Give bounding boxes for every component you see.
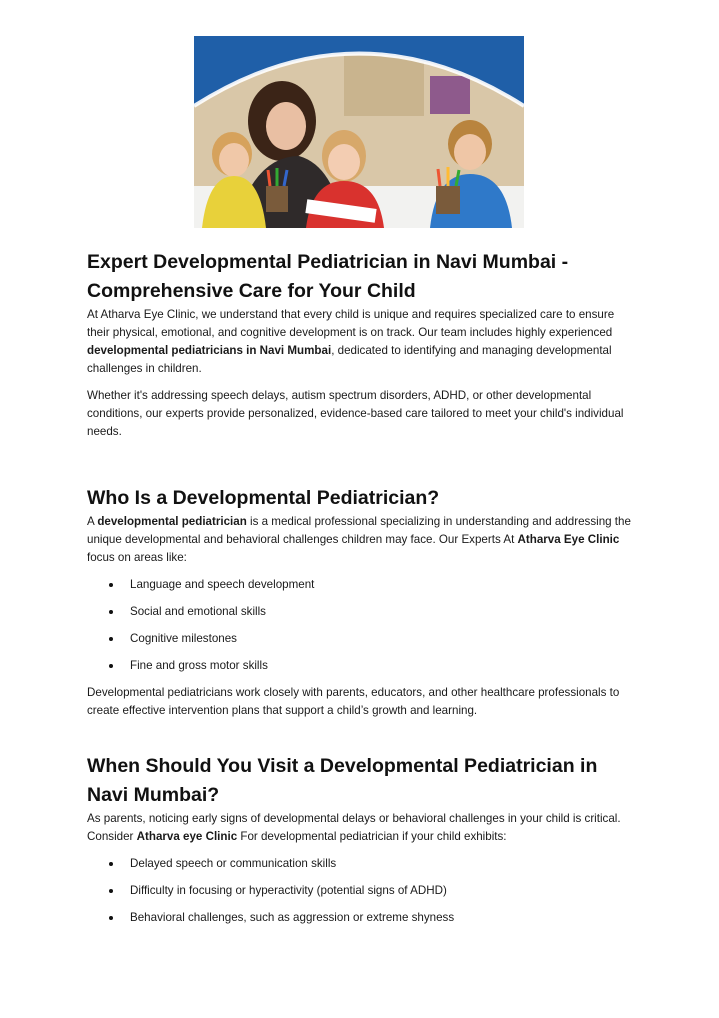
list-item: [87, 909, 635, 927]
hero-photo: [194, 36, 524, 228]
definition-text-c: focus on areas like:: [87, 551, 187, 564]
signs-paragraph: [87, 810, 635, 846]
list-item-text: Difficulty in focusing or hyperactivity (potential signs of ADHD): [130, 884, 447, 897]
section-heading-when: When Should You Visit a Developmental Pediatrician in Navi Mumbai?: [87, 755, 598, 806]
intro-text-end: , dedicated to identifying and managing developmental challenges in children.: [87, 344, 612, 375]
intro-text: At Atharva Eye Clinic, we understand that every child is unique and requires specialized care to ensure their physical, emotional, and cognitive development is on track. Our team includes highly experienced: [87, 308, 615, 339]
list-item: [87, 630, 635, 648]
section-heading-who: Who Is a Developmental Pediatrician?: [87, 487, 440, 509]
bullet-icon: [109, 610, 113, 614]
article-content: [87, 248, 635, 927]
bullet-icon: [109, 637, 113, 641]
bullet-icon: [109, 916, 113, 920]
intro-keyword: developmental pediatricians in Navi Mumbai: [87, 344, 332, 357]
list-item-text: Delayed speech or communication skills: [130, 857, 337, 870]
list-item-text: Fine and gross motor skills: [130, 659, 268, 672]
list-item: [87, 576, 635, 594]
intro-paragraph: [87, 306, 635, 378]
bullet-icon: [109, 664, 113, 668]
warning-signs-list: [87, 855, 635, 927]
focus-areas-list: [87, 576, 635, 675]
list-item: [87, 657, 635, 675]
bullet-icon: [109, 583, 113, 587]
collaboration-paragraph: Developmental pediatricians work closely with parents, educators, and other healthcare professionals to create effective intervention plans that support a child’s growth and learning.: [87, 686, 620, 717]
clinic-name: Atharva eye Clinic: [136, 830, 238, 843]
bullet-icon: [109, 889, 113, 893]
list-item-text: Behavioral challenges, such as aggression or extreme shyness: [130, 911, 455, 924]
list-item-text: Language and speech development: [130, 578, 315, 591]
bullet-icon: [109, 862, 113, 866]
conditions-paragraph: Whether it's addressing speech delays, autism spectrum disorders, ADHD, or other developmental conditions, our experts provide personalized, evidence-based care tailored to meet your child's individual needs.: [87, 389, 624, 438]
definition-keyword: developmental pediatrician: [97, 515, 247, 528]
definition-text-a: A: [87, 515, 98, 528]
signs-text-b: For developmental pediatrician if your child exhibits:: [237, 830, 507, 843]
hero-illustration: [194, 36, 524, 228]
list-item: [87, 882, 635, 900]
list-item-text: Social and emotional skills: [130, 605, 266, 618]
clinic-name: Atharva Eye Clinic: [517, 533, 620, 546]
section-heading-expert: Expert Developmental Pediatrician in Navi Mumbai - Comprehensive Care for Your Child: [87, 251, 569, 302]
list-item: [87, 603, 635, 621]
list-item: [87, 855, 635, 873]
list-item-text: Cognitive milestones: [130, 632, 237, 645]
signs-text-a: As parents, noticing early signs of developmental delays or behavioral challenges in your child is critical. Consider: [87, 812, 621, 843]
definition-text-b: is a medical professional specializing in understanding and addressing the unique developmental and behavioral challenges children may face. Our Experts At: [87, 515, 631, 546]
definition-paragraph: [87, 513, 635, 567]
